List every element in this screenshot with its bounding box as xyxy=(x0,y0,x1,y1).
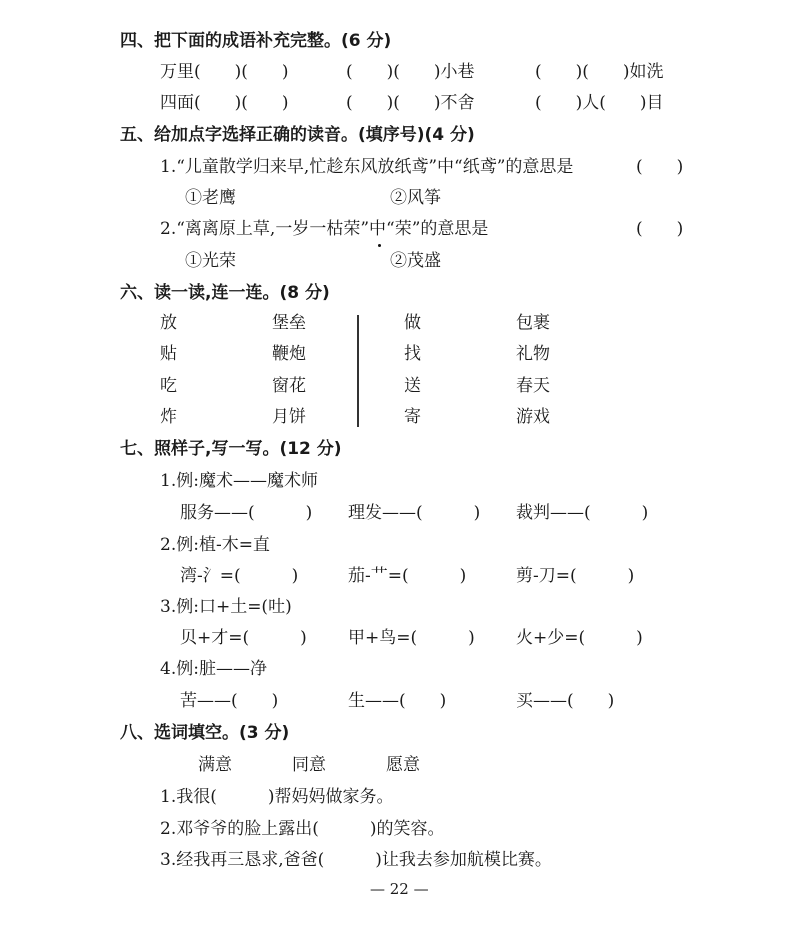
word-choice: 同意 xyxy=(292,755,326,775)
question-2: 2.“离离原上草,一岁一枯荣”中“荣”的意思是 xyxy=(160,219,489,239)
answer-blank: ( ) xyxy=(636,219,684,239)
example: 4.例:脏——净 xyxy=(160,659,267,679)
matching-word: 窗花 xyxy=(272,376,306,396)
matching-word: 吃 xyxy=(160,376,177,396)
exercise-blank: 买——( ) xyxy=(516,691,615,711)
matching-word: 放 xyxy=(160,313,177,333)
exercise-blank: 生——( ) xyxy=(348,691,447,711)
word-choice: 满意 xyxy=(198,755,232,775)
emphasis-dot xyxy=(378,244,381,247)
sentence: 3.经我再三恳求,爸爸( )让我去参加航模比赛。 xyxy=(160,850,552,870)
idiom-blank: ( )( )如洗 xyxy=(535,62,664,82)
example: 3.例:口+土=(吐) xyxy=(160,597,292,617)
option-a: ①老鹰 xyxy=(185,188,236,208)
idiom-blank: ( )( )不舍 xyxy=(346,93,475,113)
matching-word: 包裹 xyxy=(516,313,550,333)
exercise-blank: 甲+鸟=( ) xyxy=(348,628,475,648)
option-b: ②风筝 xyxy=(390,188,441,208)
exercise-blank: 苦——( ) xyxy=(180,691,279,711)
matching-word: 游戏 xyxy=(516,407,550,427)
exercise-blank: 茄-艹=( ) xyxy=(348,566,467,586)
word-choice: 愿意 xyxy=(386,755,420,775)
option-b: ②茂盛 xyxy=(390,251,441,271)
exercise-blank: 理发——( ) xyxy=(348,503,481,523)
exercise-blank: 裁判——( ) xyxy=(516,503,649,523)
matching-word: 寄 xyxy=(404,407,421,427)
matching-word: 礼物 xyxy=(516,344,550,364)
idiom-blank: ( )人( )目 xyxy=(535,93,664,113)
sentence: 1.我很( )帮妈妈做家务。 xyxy=(160,787,394,807)
section-6-title: 六、读一读,连一连。(8 分) xyxy=(120,283,330,303)
exercise-blank: 剪-刀=( ) xyxy=(516,566,635,586)
example: 1.例:魔术——魔术师 xyxy=(160,471,318,491)
section-8-title: 八、选词填空。(3 分) xyxy=(120,723,290,743)
question-1: 1.“儿童散学归来早,忙趁东风放纸鸢”中“纸鸢”的意思是 xyxy=(160,157,574,177)
matching-word: 鞭炮 xyxy=(272,344,306,364)
matching-word: 炸 xyxy=(160,407,177,427)
option-a: ①光荣 xyxy=(185,251,236,271)
section-5-title: 五、给加点字选择正确的读音。(填序号)(4 分) xyxy=(120,125,475,145)
idiom-blank: 四面( )( ) xyxy=(160,93,289,113)
exercise-blank: 贝+才=( ) xyxy=(180,628,307,648)
matching-word: 月饼 xyxy=(272,407,306,427)
matching-word: 春天 xyxy=(516,376,550,396)
exercise-blank: 服务——( ) xyxy=(180,503,313,523)
matching-word: 贴 xyxy=(160,344,177,364)
exercise-blank: 湾-氵=( ) xyxy=(180,566,299,586)
page-number: — 22 — xyxy=(370,880,429,898)
answer-blank: ( ) xyxy=(636,157,684,177)
sentence: 2.邓爷爷的脸上露出( )的笑容。 xyxy=(160,819,445,839)
matching-word: 做 xyxy=(404,313,421,333)
idiom-blank: 万里( )( ) xyxy=(160,62,289,82)
matching-word: 找 xyxy=(404,344,421,364)
idiom-blank: ( )( )小巷 xyxy=(346,62,475,82)
exercise-blank: 火+少=( ) xyxy=(516,628,643,648)
section-7-title: 七、照样子,写一写。(12 分) xyxy=(120,439,342,459)
matching-word: 送 xyxy=(404,376,421,396)
section-4-title: 四、把下面的成语补充完整。(6 分) xyxy=(120,31,392,51)
matching-word: 堡垒 xyxy=(272,313,306,333)
example: 2.例:植-木=直 xyxy=(160,535,270,555)
divider-line xyxy=(357,315,359,427)
